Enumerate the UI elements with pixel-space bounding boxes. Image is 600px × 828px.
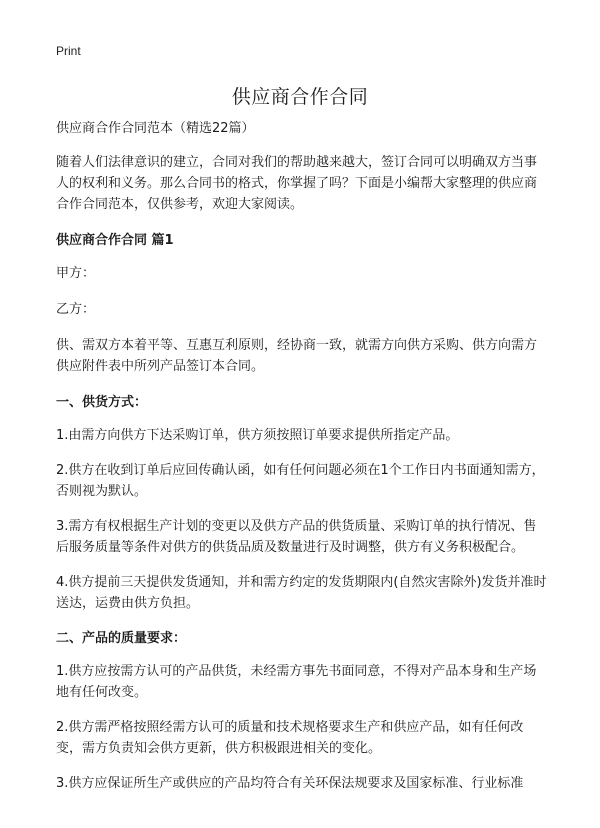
document-title: 供应商合作合同 xyxy=(231,86,369,108)
clause-item: 2.供方需严格按照经需方认可的质量和技术规格要求生产和供应产品，如有任何改变，需方负责知会供方更新，供方积极跟进相关的变化。 xyxy=(56,720,524,756)
clause-heading-supply: 一、供货方式： xyxy=(56,395,148,410)
section-heading: 供应商合作合同 篇1 xyxy=(56,233,174,248)
clause-item: 3.需方有权根据生产计划的变更以及供方产品的供货质量、采购订单的执行情况、售后服务质量等条件对供方的供货品质及数量进行及时调整，供方有义务积极配合。 xyxy=(56,519,537,555)
print-link[interactable]: Print xyxy=(56,44,81,58)
clause-item: 1.由需方向供方下达采购订单，供方须按照订单要求提供所指定产品。 xyxy=(56,428,459,443)
preamble-paragraph: 供、需双方本着平等、互惠互利原则，经协商一致，就需方向供方采购、供方向需方供应附件表中所列产品签订本合同。 xyxy=(56,338,538,374)
party-a-field: 甲方： xyxy=(56,266,96,281)
party-b-field: 乙方： xyxy=(56,302,96,317)
clause-heading-quality: 二、产品的质量要求： xyxy=(56,631,187,646)
clause-item: 3.供方应保证所生产或供应的产品均符合有关环保法规要求及国家标准、行业标准 xyxy=(56,776,524,791)
document-body xyxy=(56,118,548,794)
clause-item: 1.供方应按需方认可的产品供货，未经需方事先书面同意，不得对产品本身和生产场地有任何改变。 xyxy=(56,664,537,700)
document-subtitle: 供应商合作合同范本（精选22篇） xyxy=(56,121,255,136)
intro-paragraph: 随着人们法律意识的建立，合同对我们的帮助越来越大，签订合同可以明确双方当事人的权利和义务。那么合同书的格式，你掌握了吗？下面是小编帮大家整理的供应商合作合同范本，仅供参考，欢迎大家阅读。 xyxy=(56,155,538,212)
clause-item: 4.供方提前三天提供发货通知，并和需方约定的发货期限内(自然灾害除外)发货并准时送达，运费由供方负担。 xyxy=(56,575,547,611)
clause-item: 2.供方在收到订单后应回传确认函，如有任何问题必须在1个工作日内书面通知需方，否则视为默认。 xyxy=(56,463,545,499)
